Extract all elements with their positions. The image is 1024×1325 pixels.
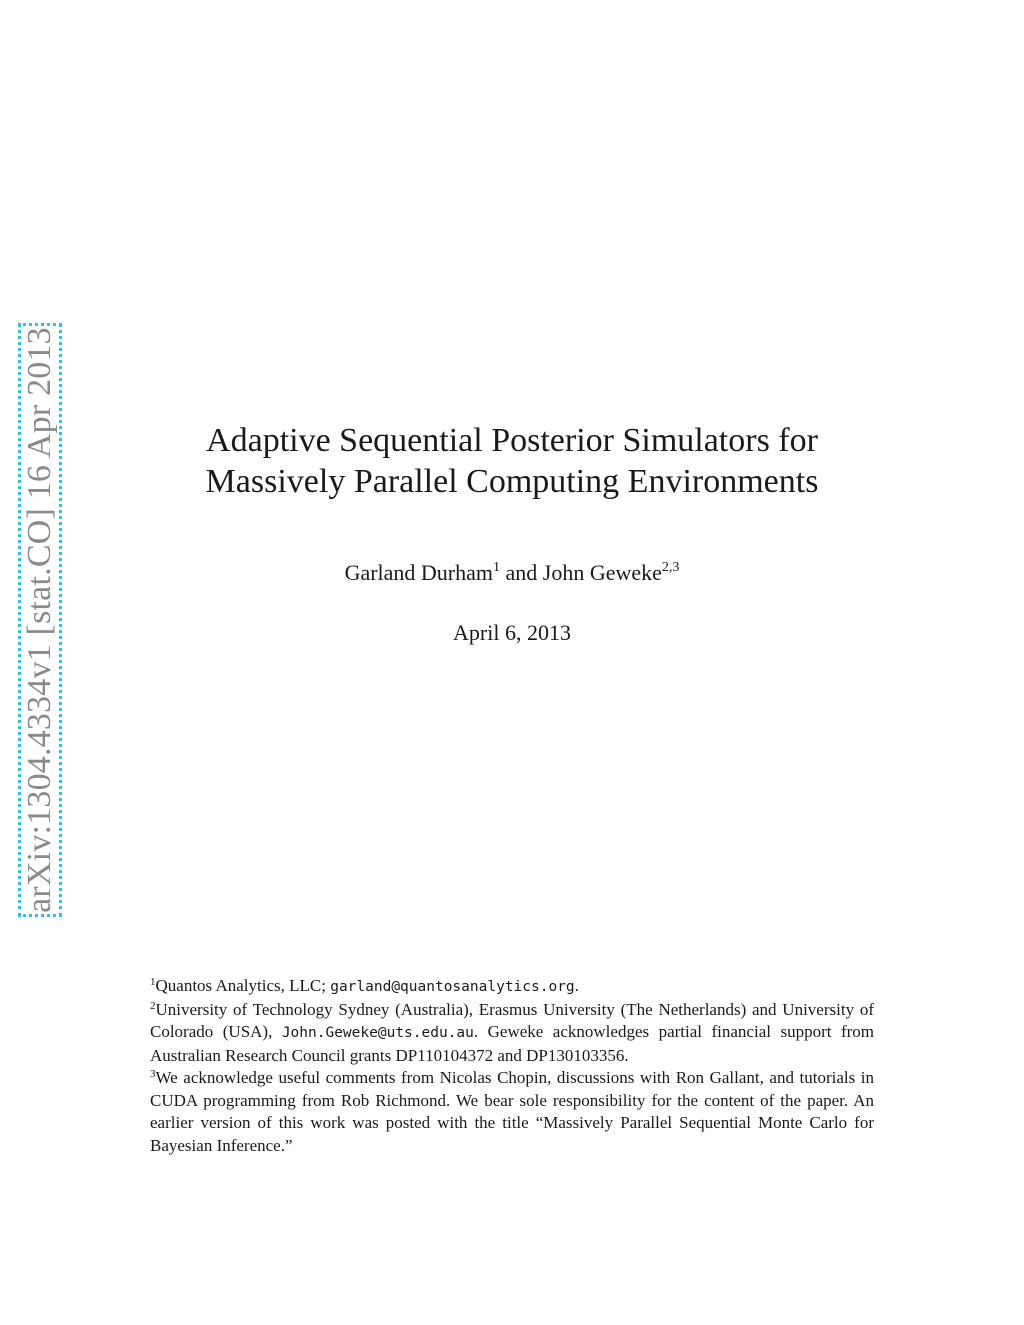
footnote-text: We acknowledge useful comments from Nicolas Chopin, discussions with Ron Gallant, and tutorials in CUDA programming from Rob Richmond. We bear sole responsibility for the content of the paper. An earlier version of this work was posted with the title “Massively Parallel Sequential Monte Carlo for Bayesian Inference.” xyxy=(150,1068,874,1155)
author-geweke: John Geweke xyxy=(542,560,662,585)
affiliation-marker: 1 xyxy=(493,560,501,575)
footnote-tail: . xyxy=(574,976,579,995)
affiliation-marker: 2,3 xyxy=(661,560,680,575)
footnote-1 xyxy=(150,975,874,999)
email-link[interactable]: John.Geweke@uts.edu.au xyxy=(281,1025,474,1041)
footnote-2 xyxy=(150,999,874,1068)
footnote-marker: 1 xyxy=(150,976,156,988)
arxiv-identifier[interactable]: arXiv:1304.4334v1 [stat.CO] 16 Apr 2013 xyxy=(21,327,58,913)
title-line-1: Adaptive Sequential Posterior Simulators for xyxy=(206,422,818,459)
footnotes xyxy=(150,975,874,1157)
arxiv-stamp[interactable] xyxy=(18,323,62,917)
footnote-marker: 3 xyxy=(150,1068,156,1080)
author-list xyxy=(150,560,874,586)
paper-date: April 6, 2013 xyxy=(453,620,571,645)
footnote-tail: . Geweke acknowledges partial financial support from Australian Research Council grants DP110104372 and DP130103356. xyxy=(150,1022,874,1065)
footnote-marker: 2 xyxy=(150,999,156,1012)
paper-title xyxy=(150,420,874,502)
author-durham: Garland Durham xyxy=(344,560,494,585)
author-conjunction: and xyxy=(500,560,543,585)
footnote-text: University of Technology Sydney (Australia), Erasmus University (The Netherlands) and University of Colorado (USA), xyxy=(150,999,874,1041)
footnote-text: Quantos Analytics, LLC; xyxy=(155,976,331,995)
title-line-2: Massively Parallel Computing Environments xyxy=(205,463,819,500)
footnote-3 xyxy=(150,1067,874,1157)
email-link[interactable]: garland@quantosanalytics.org xyxy=(330,979,575,995)
